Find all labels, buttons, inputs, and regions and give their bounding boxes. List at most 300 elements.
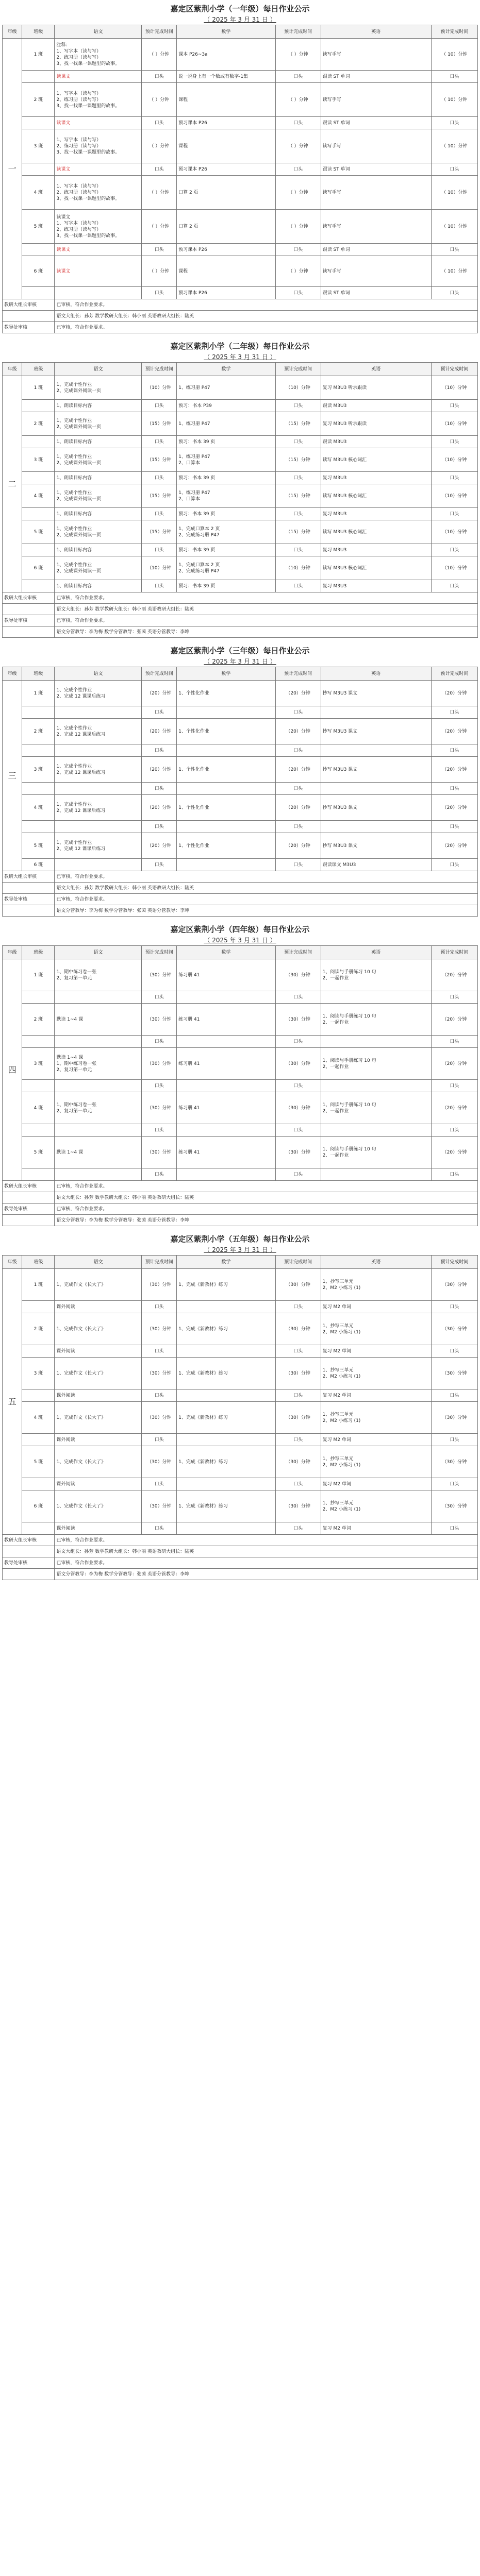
math-time: 口头 bbox=[275, 1522, 321, 1535]
english-homework: 复习 M2 单词 bbox=[321, 1345, 431, 1358]
footer-label bbox=[3, 1192, 55, 1204]
chinese-homework: 课外阅读 bbox=[55, 1345, 142, 1358]
table-row bbox=[3, 757, 478, 783]
math-homework bbox=[177, 1168, 276, 1181]
math-homework: 预习：书本 39 页 bbox=[177, 580, 276, 592]
english-homework: 跟读 ST 单词 bbox=[321, 287, 431, 299]
chinese-homework: 1、完成个性作业 2、完成课外阅读一页 bbox=[55, 376, 142, 400]
class-cell: 2 班 bbox=[22, 83, 55, 117]
chinese-time: （20）分钟 bbox=[142, 833, 177, 859]
chinese-time: 口头 bbox=[142, 706, 177, 719]
header-math-time: 预计完成时间 bbox=[275, 363, 321, 376]
english-time: （10）分钟 bbox=[431, 412, 477, 436]
english-time: （ 10）分钟 bbox=[431, 129, 477, 163]
math-time: 口头 bbox=[275, 1036, 321, 1048]
english-time: 口头 bbox=[431, 287, 477, 299]
math-homework bbox=[177, 783, 276, 795]
header-chinese: 语文 bbox=[55, 946, 142, 959]
chinese-time: 口头 bbox=[142, 544, 177, 556]
english-time: （30）分钟 bbox=[431, 1446, 477, 1478]
english-time: （30）分钟 bbox=[431, 1313, 477, 1345]
header-chinese-time: 预计完成时间 bbox=[142, 363, 177, 376]
class-cell: 2 班 bbox=[22, 719, 55, 744]
sheet-date bbox=[2, 656, 478, 667]
homework-table bbox=[2, 945, 478, 1226]
table-row bbox=[3, 580, 478, 592]
math-time: （ ）分钟 bbox=[275, 256, 321, 287]
chinese-homework: 1、完成作文《长大了》 bbox=[55, 1313, 142, 1345]
math-time: 口头 bbox=[275, 1389, 321, 1402]
english-time: （10）分钟 bbox=[431, 556, 477, 580]
table-row bbox=[3, 1358, 478, 1389]
math-time: 口头 bbox=[275, 1478, 321, 1490]
footer-text: 已审核，符合作业要求。 bbox=[55, 871, 478, 883]
footer-label: 教研大组长审核 bbox=[3, 1181, 55, 1192]
footer-label: 教研大组长审核 bbox=[3, 592, 55, 604]
math-time: （15）分钟 bbox=[275, 484, 321, 508]
table-row bbox=[3, 1301, 478, 1313]
footer-text: 已审核，符合作业要求。 bbox=[55, 299, 478, 311]
math-time: （ ）分钟 bbox=[275, 39, 321, 71]
math-time: 口头 bbox=[275, 244, 321, 256]
english-homework: 读写 M3U3 核心词汇 bbox=[321, 484, 431, 508]
header-row bbox=[3, 1256, 478, 1269]
chinese-time: （ ）分钟 bbox=[142, 129, 177, 163]
english-homework: 跟读 M3U3 bbox=[321, 400, 431, 412]
header-chinese: 语文 bbox=[55, 1256, 142, 1269]
english-time: 口头 bbox=[431, 744, 477, 757]
chinese-homework: 默读 1~4 课 bbox=[55, 1137, 142, 1168]
table-row bbox=[3, 1402, 478, 1434]
math-time: （20）分钟 bbox=[275, 795, 321, 821]
chinese-homework: 1、完成个性作业 2、完成 12 课课后练习 bbox=[55, 681, 142, 706]
table-row bbox=[3, 508, 478, 520]
chinese-time: （30）分钟 bbox=[142, 1269, 177, 1301]
english-homework bbox=[321, 991, 431, 1004]
class-cell: 1 班 bbox=[22, 681, 55, 706]
chinese-time: 口头 bbox=[142, 508, 177, 520]
header-english: 英语 bbox=[321, 363, 431, 376]
chinese-time: （20）分钟 bbox=[142, 795, 177, 821]
table-row bbox=[3, 556, 478, 580]
footer-row bbox=[3, 1215, 478, 1226]
footer-row bbox=[3, 1192, 478, 1204]
table-row bbox=[3, 436, 478, 448]
footer-row bbox=[3, 883, 478, 894]
table-row bbox=[3, 39, 478, 71]
header-math: 数学 bbox=[177, 25, 276, 39]
english-homework bbox=[321, 783, 431, 795]
sheet-title: 嘉定区紫荆小学（四年级）每日作业公示 bbox=[170, 925, 310, 934]
english-time: （30）分钟 bbox=[431, 1358, 477, 1389]
english-homework bbox=[321, 1124, 431, 1137]
chinese-time: 口头 bbox=[142, 1124, 177, 1137]
table-row bbox=[3, 744, 478, 757]
header-grade: 年级 bbox=[3, 946, 22, 959]
math-time: （30）分钟 bbox=[275, 1490, 321, 1522]
chinese-time: 口头 bbox=[142, 1080, 177, 1092]
english-homework: 复习 M2 单词 bbox=[321, 1301, 431, 1313]
chinese-time: （15）分钟 bbox=[142, 412, 177, 436]
date-text: （ 2025 年 3 月 31 日 ） bbox=[204, 658, 276, 665]
math-time: 口头 bbox=[275, 71, 321, 83]
chinese-homework bbox=[55, 287, 142, 299]
table-row bbox=[3, 1345, 478, 1358]
math-time: （15）分钟 bbox=[275, 412, 321, 436]
english-time: 口头 bbox=[431, 436, 477, 448]
sheet-title: 嘉定区紫荆小学（五年级）每日作业公示 bbox=[170, 1234, 310, 1244]
grade-cell: 三 bbox=[3, 681, 22, 871]
table-row bbox=[3, 244, 478, 256]
class-cell: 5 班 bbox=[22, 520, 55, 544]
math-homework bbox=[177, 859, 276, 871]
table-row bbox=[3, 256, 478, 287]
chinese-time: （10）分钟 bbox=[142, 556, 177, 580]
math-homework bbox=[177, 1080, 276, 1092]
math-homework: 1、完成《新教材》练习 bbox=[177, 1490, 276, 1522]
math-homework bbox=[177, 991, 276, 1004]
header-chinese: 语文 bbox=[55, 25, 142, 39]
math-homework: 练习册 41 bbox=[177, 1004, 276, 1036]
class-cell bbox=[22, 821, 55, 833]
chinese-time: （30）分钟 bbox=[142, 1092, 177, 1124]
chinese-time: （15）分钟 bbox=[142, 484, 177, 508]
english-time: 口头 bbox=[431, 1168, 477, 1181]
header-grade: 年级 bbox=[3, 667, 22, 681]
english-time: 口头 bbox=[431, 991, 477, 1004]
table-row bbox=[3, 544, 478, 556]
english-time: （ 10）分钟 bbox=[431, 256, 477, 287]
english-time: 口头 bbox=[431, 544, 477, 556]
table-row bbox=[3, 83, 478, 117]
math-homework: 练习册 41 bbox=[177, 1137, 276, 1168]
class-cell: 3 班 bbox=[22, 1358, 55, 1389]
english-time: （10）分钟 bbox=[431, 376, 477, 400]
header-english-time: 预计完成时间 bbox=[431, 946, 477, 959]
footer-text: 语文大组长：孙芳 数学教研大组长：韩小丽 英语教研大组长：陆英 bbox=[55, 604, 478, 615]
english-homework: 读写手写 bbox=[321, 256, 431, 287]
math-time: 口头 bbox=[275, 991, 321, 1004]
chinese-time: 口头 bbox=[142, 1434, 177, 1446]
table-row bbox=[3, 71, 478, 83]
english-homework: 抄写 M3U3 课文 bbox=[321, 681, 431, 706]
english-homework: 复习 M3U3 bbox=[321, 580, 431, 592]
footer-text: 已审核，符合作业要求。 bbox=[55, 592, 478, 604]
math-time: 口头 bbox=[275, 1168, 321, 1181]
english-time: 口头 bbox=[431, 821, 477, 833]
math-time: 口头 bbox=[275, 287, 321, 299]
english-homework: 复习 M3U3 bbox=[321, 508, 431, 520]
english-homework bbox=[321, 821, 431, 833]
math-time: （20）分钟 bbox=[275, 719, 321, 744]
math-homework: 1、个性化作业 bbox=[177, 795, 276, 821]
chinese-homework: 1、写字本（读与写） 2、练习册（读与写） 3、找一找课一课题里的故事。 bbox=[55, 83, 142, 117]
footer-row bbox=[3, 1204, 478, 1215]
class-cell bbox=[22, 71, 55, 83]
english-time: 口头 bbox=[431, 1389, 477, 1402]
chinese-homework: 1、写字本（读与写） 2、练习册（读与写） 3、找一找课一课题里的故事。 bbox=[55, 176, 142, 210]
math-homework: 1、完成《新教材》练习 bbox=[177, 1402, 276, 1434]
chinese-homework: 1、完成作文《长大了》 bbox=[55, 1490, 142, 1522]
english-homework: 1、阅读与手册练习 10 句 2、一起作业 bbox=[321, 1048, 431, 1080]
math-time: 口头 bbox=[275, 1345, 321, 1358]
header-chinese-time: 预计完成时间 bbox=[142, 25, 177, 39]
english-homework: 1、阅读与手册练习 10 句 2、一起作业 bbox=[321, 1004, 431, 1036]
chinese-homework bbox=[55, 1036, 142, 1048]
chinese-time: 口头 bbox=[142, 1036, 177, 1048]
math-time: 口头 bbox=[275, 400, 321, 412]
english-homework: 跟读 ST 单词 bbox=[321, 244, 431, 256]
footer-row bbox=[3, 1557, 478, 1569]
chinese-time: 口头 bbox=[142, 244, 177, 256]
english-homework bbox=[321, 1036, 431, 1048]
math-time: （30）分钟 bbox=[275, 1092, 321, 1124]
footer-label bbox=[3, 883, 55, 894]
english-time: 口头 bbox=[431, 1434, 477, 1446]
header-math-time: 预计完成时间 bbox=[275, 25, 321, 39]
english-homework: 1、抄写三单元 2、M2 小练习 (1) bbox=[321, 1446, 431, 1478]
math-homework: 预习课本 P26 bbox=[177, 244, 276, 256]
chinese-time: 口头 bbox=[142, 71, 177, 83]
footer-label bbox=[3, 604, 55, 615]
math-time: 口头 bbox=[275, 1434, 321, 1446]
english-time: （20）分钟 bbox=[431, 681, 477, 706]
chinese-time: 口头 bbox=[142, 1478, 177, 1490]
footer-text: 已审核，符合作业要求。 bbox=[55, 1557, 478, 1569]
chinese-homework: 1、朗读目标内容 bbox=[55, 508, 142, 520]
header-math: 数学 bbox=[177, 1256, 276, 1269]
sheet-title: 嘉定区紫荆小学（一年级）每日作业公示 bbox=[170, 4, 310, 13]
class-cell: 6 班 bbox=[22, 556, 55, 580]
table-row bbox=[3, 1490, 478, 1522]
header-chinese-time: 预计完成时间 bbox=[142, 1256, 177, 1269]
class-cell: 5 班 bbox=[22, 833, 55, 859]
chinese-time: （30）分钟 bbox=[142, 1446, 177, 1478]
table-row bbox=[3, 1446, 478, 1478]
chinese-time: （15）分钟 bbox=[142, 520, 177, 544]
footer-text: 已审核，符合作业要求。 bbox=[55, 322, 478, 333]
math-homework: 1、个性化作业 bbox=[177, 719, 276, 744]
sheet-date bbox=[2, 352, 478, 362]
footer-row bbox=[3, 1569, 478, 1580]
math-homework bbox=[177, 1036, 276, 1048]
english-time: （10）分钟 bbox=[431, 448, 477, 472]
grade-sheet bbox=[2, 341, 478, 638]
chinese-homework: 课外阅读 bbox=[55, 1301, 142, 1313]
table-row bbox=[3, 472, 478, 484]
homework-table bbox=[2, 25, 478, 333]
chinese-time: 口头 bbox=[142, 1345, 177, 1358]
english-homework: 读写手写 bbox=[321, 39, 431, 71]
footer-row bbox=[3, 894, 478, 905]
chinese-time: （ ）分钟 bbox=[142, 210, 177, 244]
table-row bbox=[3, 163, 478, 176]
chinese-homework: 1、朗读目标内容 bbox=[55, 400, 142, 412]
chinese-time: 口头 bbox=[142, 783, 177, 795]
english-time: 口头 bbox=[431, 244, 477, 256]
chinese-homework: 1、期中练习卷一张 2、复习第一单元 bbox=[55, 959, 142, 991]
english-homework: 抄写 M3U3 课文 bbox=[321, 833, 431, 859]
table-row bbox=[3, 400, 478, 412]
table-row bbox=[3, 1092, 478, 1124]
header-grade: 年级 bbox=[3, 363, 22, 376]
table-row bbox=[3, 1478, 478, 1490]
math-homework: 1、完成口算本 2 页 2、完成练习册 P47 bbox=[177, 556, 276, 580]
math-homework: 1、练习册 P47 bbox=[177, 376, 276, 400]
chinese-time: （30）分钟 bbox=[142, 1402, 177, 1434]
footer-label: 教研大组长审核 bbox=[3, 299, 55, 311]
date-text: （ 2025 年 3 月 31 日 ） bbox=[204, 1246, 276, 1253]
english-homework: 复习 M3U3 bbox=[321, 544, 431, 556]
english-time: 口头 bbox=[431, 859, 477, 871]
class-cell: 4 班 bbox=[22, 484, 55, 508]
grade-cell: 一 bbox=[3, 39, 22, 299]
class-cell bbox=[22, 1478, 55, 1490]
class-cell bbox=[22, 706, 55, 719]
chinese-homework: 1、完成个性作业 2、完成课外阅读一页 bbox=[55, 520, 142, 544]
class-cell: 4 班 bbox=[22, 1402, 55, 1434]
english-time: 口头 bbox=[431, 508, 477, 520]
class-cell bbox=[22, 1036, 55, 1048]
table-row bbox=[3, 176, 478, 210]
chinese-homework: 1、朗读目标内容 bbox=[55, 472, 142, 484]
math-homework bbox=[177, 1389, 276, 1402]
grade-sheet bbox=[2, 3, 478, 333]
footer-row bbox=[3, 1181, 478, 1192]
table-row bbox=[3, 1269, 478, 1301]
class-cell: 1 班 bbox=[22, 376, 55, 400]
english-time: （10）分钟 bbox=[431, 520, 477, 544]
math-homework: 1、练习册 P47 2、口算本 bbox=[177, 448, 276, 472]
math-homework: 课程 bbox=[177, 83, 276, 117]
chinese-homework: 1、完成个性作业 2、完成课外阅读一页 bbox=[55, 412, 142, 436]
footer-text: 已审核，符合作业要求。 bbox=[55, 1204, 478, 1215]
math-time: 口头 bbox=[275, 163, 321, 176]
footer-label: 教导处审核 bbox=[3, 894, 55, 905]
chinese-homework: 课外阅读 bbox=[55, 1434, 142, 1446]
english-homework: 跟读 ST 单词 bbox=[321, 163, 431, 176]
english-homework: 抄写 M3U3 课文 bbox=[321, 719, 431, 744]
math-homework: 预习：书本 39 页 bbox=[177, 472, 276, 484]
math-homework: 1、个性化作业 bbox=[177, 681, 276, 706]
footer-text: 语文大组长：孙芳 数学教研大组长：韩小丽 英语教研大组长：陆英 bbox=[55, 883, 478, 894]
english-homework: 抄写 M3U3 课文 bbox=[321, 757, 431, 783]
english-homework bbox=[321, 1168, 431, 1181]
header-cls: 班级 bbox=[22, 946, 55, 959]
grade-cell: 四 bbox=[3, 959, 22, 1181]
math-time: 口头 bbox=[275, 117, 321, 129]
math-homework: 课程 bbox=[177, 256, 276, 287]
footer-row bbox=[3, 615, 478, 626]
footer-text: 语文分管教导：李为梅 数学分管教导：张茵 英语分管教导：李坤 bbox=[55, 1569, 478, 1580]
english-time: 口头 bbox=[431, 783, 477, 795]
chinese-homework: 1、期中练习卷一张 2、复习第一单元 bbox=[55, 1092, 142, 1124]
english-time: 口头 bbox=[431, 1478, 477, 1490]
table-row bbox=[3, 376, 478, 400]
english-time: （ 10）分钟 bbox=[431, 39, 477, 71]
english-homework: 复习 M2 单词 bbox=[321, 1478, 431, 1490]
math-time: （30）分钟 bbox=[275, 1269, 321, 1301]
footer-text: 语文分管教导：李为梅 数学分管教导：张茵 英语分管教导：李坤 bbox=[55, 1215, 478, 1226]
english-homework: 1、阅读与手册练习 10 句 2、一起作业 bbox=[321, 959, 431, 991]
table-row bbox=[3, 1434, 478, 1446]
english-homework: 1、阅读与手册练习 10 句 2、一起作业 bbox=[321, 1137, 431, 1168]
footer-label bbox=[3, 905, 55, 917]
table-row bbox=[3, 1168, 478, 1181]
english-homework: 读写手写 bbox=[321, 83, 431, 117]
math-homework bbox=[177, 1478, 276, 1490]
english-homework: 1、抄写三单元 2、M2 小练习 (1) bbox=[321, 1490, 431, 1522]
table-row bbox=[3, 795, 478, 821]
chinese-homework: 1、完成个性作业 2、完成 12 课课后练习 bbox=[55, 795, 142, 821]
math-homework bbox=[177, 706, 276, 719]
chinese-time: （ ）分钟 bbox=[142, 256, 177, 287]
english-time: （20）分钟 bbox=[431, 1004, 477, 1036]
chinese-time: （30）分钟 bbox=[142, 1490, 177, 1522]
class-cell bbox=[22, 1345, 55, 1358]
math-homework bbox=[177, 821, 276, 833]
header-math-time: 预计完成时间 bbox=[275, 946, 321, 959]
header-english: 英语 bbox=[321, 946, 431, 959]
english-time: （20）分钟 bbox=[431, 833, 477, 859]
header-cls: 班级 bbox=[22, 25, 55, 39]
class-cell bbox=[22, 400, 55, 412]
chinese-time: 口头 bbox=[142, 472, 177, 484]
chinese-time: （30）分钟 bbox=[142, 959, 177, 991]
chinese-homework: 读课文 bbox=[55, 256, 142, 287]
english-time: （ 10）分钟 bbox=[431, 176, 477, 210]
chinese-homework: 注释： 1、写字本（读与写） 2、练习册（读与写） 3、找一找课一课题里的故事。 bbox=[55, 39, 142, 71]
table-row bbox=[3, 833, 478, 859]
grade-sheet bbox=[2, 645, 478, 917]
grade-cell: 二 bbox=[3, 376, 22, 592]
chinese-time: （30）分钟 bbox=[142, 1137, 177, 1168]
english-homework: 跟读 ST 单词 bbox=[321, 71, 431, 83]
english-homework: 跟读 M3U3 bbox=[321, 436, 431, 448]
chinese-time: 口头 bbox=[142, 744, 177, 757]
chinese-time: 口头 bbox=[142, 1389, 177, 1402]
chinese-homework: 1、朗读目标内容 bbox=[55, 580, 142, 592]
chinese-homework: 1、完成个性作业 2、完成课外阅读一页 bbox=[55, 484, 142, 508]
math-homework: 口算 2 页 bbox=[177, 210, 276, 244]
table-row bbox=[3, 1048, 478, 1080]
chinese-homework bbox=[55, 859, 142, 871]
math-time: 口头 bbox=[275, 508, 321, 520]
table-row bbox=[3, 412, 478, 436]
footer-row bbox=[3, 322, 478, 333]
footer-label: 教导处审核 bbox=[3, 1557, 55, 1569]
header-row bbox=[3, 363, 478, 376]
footer-text: 语文大组长：孙芳 数学教研大组长：韩小丽 英语教研大组长：陆英 bbox=[55, 1192, 478, 1204]
math-homework: 预习课本 P26 bbox=[177, 163, 276, 176]
english-homework: 抄写 M3U3 课文 bbox=[321, 795, 431, 821]
chinese-time: 口头 bbox=[142, 1522, 177, 1535]
footer-label bbox=[3, 1215, 55, 1226]
header-math-time: 预计完成时间 bbox=[275, 1256, 321, 1269]
math-homework: 1、完成口算本 2 页 2、完成练习册 P47 bbox=[177, 520, 276, 544]
footer-label bbox=[3, 1546, 55, 1557]
footer-row bbox=[3, 1535, 478, 1546]
english-time: （ 10）分钟 bbox=[431, 83, 477, 117]
chinese-homework bbox=[55, 1080, 142, 1092]
sheet-title: 嘉定区紫荆小学（三年级）每日作业公示 bbox=[170, 646, 310, 655]
class-cell bbox=[22, 1124, 55, 1137]
table-row bbox=[3, 859, 478, 871]
header-chinese-time: 预计完成时间 bbox=[142, 946, 177, 959]
english-time: 口头 bbox=[431, 1522, 477, 1535]
math-homework: 预习：书本 39 页 bbox=[177, 508, 276, 520]
date-text: （ 2025 年 3 月 31 日 ） bbox=[204, 353, 276, 361]
